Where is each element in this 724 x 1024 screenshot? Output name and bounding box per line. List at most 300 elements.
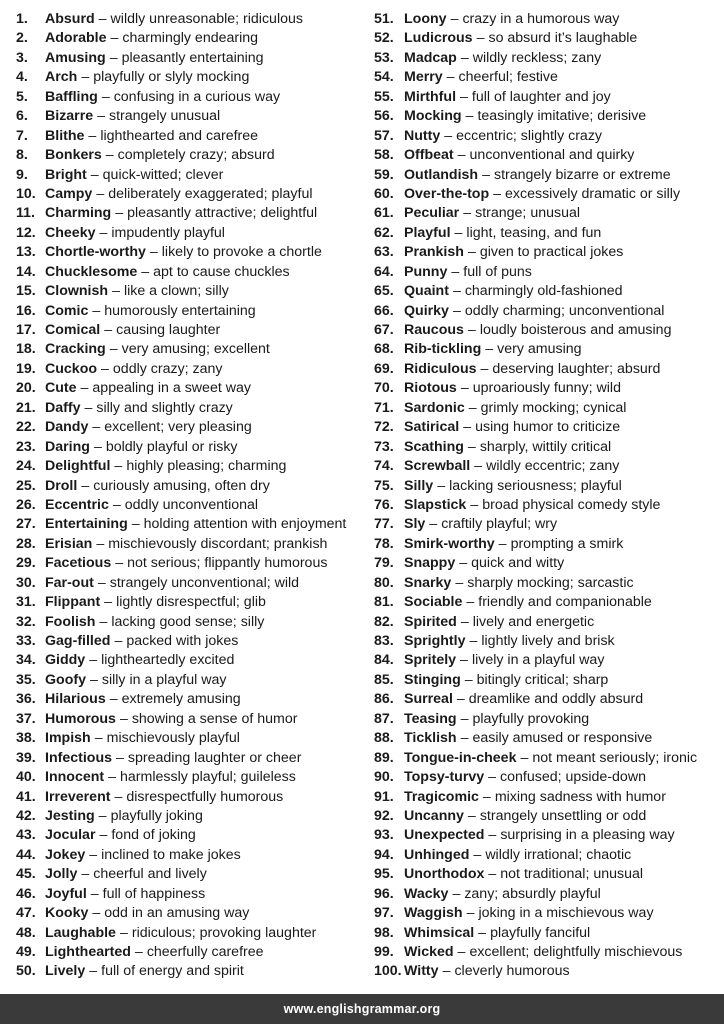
item-text bbox=[45, 457, 286, 476]
item-number: 9. bbox=[16, 166, 28, 183]
item-definition: broad physical comedy style bbox=[482, 496, 661, 513]
item-text bbox=[45, 107, 220, 126]
item-separator: – bbox=[467, 438, 476, 455]
item-definition: very amusing; excellent bbox=[121, 341, 270, 358]
item-definition: prompting a smirk bbox=[510, 535, 624, 552]
item-text bbox=[45, 204, 317, 223]
item-number: 23. bbox=[16, 438, 36, 455]
item-word: Cute bbox=[45, 380, 77, 397]
item-number: 14. bbox=[16, 263, 36, 280]
list-item bbox=[16, 146, 364, 165]
item-word: Over-the-top bbox=[404, 185, 490, 202]
item-definition: appealing in a sweet way bbox=[92, 380, 251, 397]
item-number: 55. bbox=[374, 88, 394, 105]
item-text bbox=[45, 651, 234, 670]
list-item bbox=[16, 943, 364, 962]
item-number: 76. bbox=[374, 496, 394, 513]
list-item bbox=[374, 885, 720, 904]
item-definition: quick and witty bbox=[471, 555, 565, 572]
item-definition: excessively dramatic or silly bbox=[505, 185, 681, 202]
list-item bbox=[16, 418, 364, 437]
item-number: 2. bbox=[16, 30, 28, 47]
item-definition: silly in a playful way bbox=[101, 671, 227, 688]
item-word: Clownish bbox=[45, 283, 109, 300]
item-definition: dreamlike and oddly absurd bbox=[468, 691, 644, 708]
item-word: Wicked bbox=[404, 944, 454, 960]
item-text bbox=[45, 166, 223, 185]
item-separator: – bbox=[451, 263, 460, 280]
list-item bbox=[16, 10, 364, 29]
item-definition: sharply mocking; sarcastic bbox=[467, 574, 634, 591]
item-separator: – bbox=[84, 399, 93, 416]
item-text bbox=[45, 593, 266, 612]
item-separator: – bbox=[98, 11, 107, 27]
item-text bbox=[404, 360, 660, 379]
item-separator: – bbox=[81, 69, 90, 86]
item-word: Tragicomic bbox=[404, 788, 479, 805]
item-number: 89. bbox=[374, 749, 394, 766]
item-text bbox=[45, 924, 316, 943]
item-definition: full of puns bbox=[463, 263, 532, 280]
item-definition: strangely unconventional; wild bbox=[109, 574, 300, 591]
item-separator: – bbox=[464, 671, 473, 688]
item-separator: – bbox=[89, 652, 98, 669]
item-number: 77. bbox=[374, 516, 394, 533]
item-separator: – bbox=[94, 730, 103, 747]
list-item bbox=[374, 788, 720, 807]
item-text bbox=[404, 690, 643, 709]
item-text bbox=[45, 243, 322, 262]
list-item bbox=[16, 554, 364, 573]
item-text bbox=[45, 418, 252, 437]
item-text bbox=[404, 321, 671, 340]
item-definition: mischievously playful bbox=[106, 730, 240, 747]
item-separator: – bbox=[468, 399, 477, 416]
list-item bbox=[16, 185, 364, 204]
item-word: Peculiar bbox=[404, 205, 460, 222]
item-separator: – bbox=[456, 691, 465, 708]
item-number: 37. bbox=[16, 710, 36, 727]
item-word: Rib-tickling bbox=[404, 341, 482, 358]
item-definition: mischievously discordant; prankish bbox=[108, 535, 328, 552]
item-number: 73. bbox=[374, 438, 394, 455]
item-definition: lively in a playful way bbox=[471, 652, 605, 669]
item-separator: – bbox=[476, 30, 485, 47]
item-separator: – bbox=[109, 49, 118, 66]
item-separator: – bbox=[452, 885, 461, 902]
list-item bbox=[374, 768, 720, 787]
item-text bbox=[45, 438, 238, 457]
item-number: 15. bbox=[16, 283, 36, 300]
item-definition: craftily playful; wry bbox=[441, 516, 558, 533]
item-separator: – bbox=[467, 807, 476, 824]
item-text bbox=[45, 49, 264, 68]
item-number: 68. bbox=[374, 341, 394, 358]
item-word: Comical bbox=[45, 322, 101, 338]
item-separator: – bbox=[450, 11, 459, 27]
item-separator: – bbox=[474, 458, 483, 475]
list-item bbox=[16, 613, 364, 632]
item-definition: fond of joking bbox=[111, 827, 196, 844]
item-word: Witty bbox=[404, 963, 439, 980]
list-item bbox=[16, 807, 364, 826]
item-definition: light, teasing, and fun bbox=[466, 224, 602, 241]
item-number: 95. bbox=[374, 866, 394, 883]
list-item bbox=[374, 943, 720, 962]
item-definition: excellent; delightfully mischievous bbox=[469, 944, 683, 960]
item-definition: charmingly old-fashioned bbox=[464, 283, 623, 300]
item-number: 74. bbox=[374, 458, 394, 475]
item-text bbox=[404, 282, 623, 301]
item-word: Infectious bbox=[45, 749, 113, 766]
item-text bbox=[404, 340, 582, 359]
item-separator: – bbox=[99, 224, 108, 241]
item-separator: – bbox=[482, 788, 491, 805]
item-separator: – bbox=[467, 322, 476, 338]
item-text bbox=[404, 399, 626, 418]
item-word: Wacky bbox=[404, 885, 449, 902]
list-item bbox=[16, 107, 364, 126]
item-number: 1. bbox=[16, 11, 28, 27]
list-item bbox=[16, 49, 364, 68]
item-text bbox=[404, 865, 643, 884]
list-item bbox=[374, 185, 720, 204]
item-number: 12. bbox=[16, 224, 36, 241]
list-item bbox=[16, 340, 364, 359]
list-item bbox=[16, 263, 364, 282]
item-word: Impish bbox=[45, 730, 91, 747]
item-word: Ridiculous bbox=[404, 360, 477, 377]
list-item bbox=[374, 302, 720, 321]
item-definition: spreading laughter or cheer bbox=[127, 749, 302, 766]
item-word: Nutty bbox=[404, 127, 441, 144]
item-definition: grimly mocking; cynical bbox=[480, 399, 627, 416]
item-separator: – bbox=[460, 49, 469, 66]
item-number: 44. bbox=[16, 846, 36, 863]
item-separator: – bbox=[99, 827, 108, 844]
item-number: 49. bbox=[16, 944, 36, 960]
item-definition: lively and energetic bbox=[472, 613, 595, 630]
item-word: Ticklish bbox=[404, 730, 457, 747]
list-item bbox=[16, 204, 364, 223]
item-number: 82. bbox=[374, 613, 394, 630]
item-number: 38. bbox=[16, 730, 36, 747]
item-text bbox=[45, 807, 203, 826]
item-text bbox=[404, 457, 619, 476]
item-definition: excellent; very pleasing bbox=[104, 419, 252, 436]
item-text bbox=[45, 632, 238, 651]
item-separator: – bbox=[89, 963, 98, 980]
list-item bbox=[374, 10, 720, 29]
item-number: 92. bbox=[374, 807, 394, 824]
item-definition: lacking good sense; silly bbox=[111, 613, 265, 630]
item-text bbox=[404, 496, 660, 515]
list-item bbox=[16, 224, 364, 243]
item-separator: – bbox=[116, 749, 124, 766]
item-word: Smirk-worthy bbox=[404, 535, 495, 552]
item-separator: – bbox=[93, 438, 102, 455]
item-separator: – bbox=[452, 283, 461, 300]
item-number: 71. bbox=[374, 399, 394, 416]
item-number: 54. bbox=[374, 69, 394, 86]
item-number: 67. bbox=[374, 322, 394, 338]
item-definition: cheerful and lively bbox=[93, 866, 207, 883]
list-item bbox=[374, 457, 720, 476]
item-number: 51. bbox=[374, 11, 394, 27]
list-item bbox=[16, 962, 364, 981]
item-number: 66. bbox=[374, 302, 394, 319]
list-item bbox=[16, 826, 364, 845]
list-item bbox=[16, 127, 364, 146]
item-text bbox=[45, 943, 264, 962]
item-number: 88. bbox=[374, 730, 394, 747]
item-definition: likely to provoke a chortle bbox=[161, 244, 322, 261]
footer-website: www.englishgrammar.org bbox=[283, 1002, 441, 1016]
item-word: Jocular bbox=[45, 827, 96, 844]
item-text bbox=[45, 574, 299, 593]
item-separator: – bbox=[108, 769, 117, 786]
item-definition: unconventional and quirky bbox=[469, 147, 635, 164]
list-item bbox=[374, 224, 720, 243]
item-text bbox=[404, 768, 646, 787]
item-number: 91. bbox=[374, 788, 394, 805]
item-number: 59. bbox=[374, 166, 394, 183]
list-item bbox=[374, 496, 720, 515]
item-text bbox=[45, 729, 240, 748]
item-definition: cleverly humorous bbox=[454, 963, 570, 980]
list-item bbox=[374, 535, 720, 554]
item-separator: – bbox=[446, 69, 455, 86]
item-text bbox=[404, 632, 615, 651]
list-item bbox=[374, 379, 720, 398]
item-text bbox=[45, 68, 249, 87]
item-definition: packed with jokes bbox=[126, 633, 239, 649]
item-definition: strange; unusual bbox=[475, 205, 581, 222]
item-word: Silly bbox=[404, 477, 434, 494]
item-number: 61. bbox=[374, 205, 394, 222]
list-item bbox=[16, 885, 364, 904]
item-word: Loony bbox=[404, 11, 447, 27]
item-word: Dandy bbox=[45, 419, 89, 436]
item-word: Amusing bbox=[45, 49, 106, 66]
item-word: Snarky bbox=[404, 574, 452, 591]
item-word: Humorous bbox=[45, 710, 116, 727]
item-separator: – bbox=[89, 671, 98, 688]
item-text bbox=[404, 943, 682, 962]
item-word: Irreverent bbox=[45, 788, 111, 805]
item-text bbox=[404, 418, 620, 437]
item-text bbox=[45, 146, 275, 165]
item-word: Quaint bbox=[404, 283, 449, 300]
list-item bbox=[16, 457, 364, 476]
item-separator: – bbox=[114, 788, 123, 805]
item-number: 98. bbox=[374, 924, 394, 941]
item-text bbox=[404, 185, 680, 204]
item-text bbox=[45, 340, 270, 359]
item-text bbox=[404, 826, 675, 845]
item-number: 36. bbox=[16, 691, 36, 708]
item-word: Sly bbox=[404, 516, 426, 533]
item-separator: – bbox=[463, 205, 472, 222]
item-word: Mirthful bbox=[404, 88, 457, 105]
item-definition: sharply, wittily critical bbox=[479, 438, 612, 455]
list-item bbox=[16, 496, 364, 515]
list-item bbox=[374, 88, 720, 107]
item-definition: zany; absurdly playful bbox=[464, 885, 601, 902]
item-text bbox=[45, 865, 207, 884]
list-item bbox=[374, 865, 720, 884]
item-definition: showing a sense of humor bbox=[131, 710, 298, 727]
item-word: Foolish bbox=[45, 613, 96, 630]
item-separator: – bbox=[466, 594, 475, 611]
item-separator: – bbox=[480, 360, 489, 377]
item-word: Cracking bbox=[45, 341, 106, 358]
item-word: Lighthearted bbox=[45, 944, 131, 960]
list-item bbox=[374, 690, 720, 709]
item-number: 85. bbox=[374, 671, 394, 688]
item-text bbox=[404, 749, 697, 768]
list-item bbox=[374, 515, 720, 534]
list-item bbox=[374, 107, 720, 126]
item-definition: highly pleasing; charming bbox=[126, 458, 287, 475]
item-text bbox=[404, 243, 623, 262]
list-item bbox=[374, 127, 720, 146]
item-text bbox=[45, 360, 223, 379]
item-text bbox=[45, 282, 229, 301]
item-word: Playful bbox=[404, 224, 451, 241]
item-text bbox=[45, 690, 241, 709]
item-definition: pleasantly attractive; delightful bbox=[127, 205, 318, 222]
item-text bbox=[45, 554, 327, 573]
item-number: 21. bbox=[16, 399, 36, 416]
item-number: 69. bbox=[374, 360, 394, 377]
item-text bbox=[404, 885, 601, 904]
item-separator: – bbox=[444, 127, 453, 144]
list-item bbox=[374, 146, 720, 165]
item-definition: playfully or slyly mocking bbox=[93, 69, 250, 86]
list-item bbox=[16, 924, 364, 943]
item-number: 16. bbox=[16, 302, 36, 319]
item-word: Unhinged bbox=[404, 846, 470, 863]
item-number: 63. bbox=[374, 244, 394, 261]
item-definition: confusing in a curious way bbox=[113, 88, 281, 105]
item-separator: – bbox=[460, 710, 469, 727]
item-separator: – bbox=[96, 535, 105, 552]
item-number: 43. bbox=[16, 827, 36, 844]
item-number: 60. bbox=[374, 185, 394, 202]
item-separator: – bbox=[488, 866, 497, 883]
list-item bbox=[374, 321, 720, 340]
item-definition: playfully provoking bbox=[472, 710, 590, 727]
list-item bbox=[374, 613, 720, 632]
item-separator: – bbox=[452, 302, 461, 319]
item-text bbox=[45, 962, 244, 981]
item-number: 65. bbox=[374, 283, 394, 300]
item-word: Sociable bbox=[404, 594, 463, 611]
item-text bbox=[45, 613, 264, 632]
item-number: 7. bbox=[16, 127, 28, 144]
item-text bbox=[45, 10, 303, 29]
item-word: Riotous bbox=[404, 380, 457, 397]
item-word: Baffling bbox=[45, 88, 98, 105]
item-text bbox=[404, 807, 646, 826]
list-item bbox=[16, 88, 364, 107]
item-number: 56. bbox=[374, 108, 394, 125]
item-separator: – bbox=[467, 244, 476, 261]
list-item bbox=[16, 671, 364, 690]
item-text bbox=[45, 749, 301, 768]
item-definition: disrespectfully humorous bbox=[126, 788, 284, 805]
list-item bbox=[374, 554, 720, 573]
item-number: 58. bbox=[374, 147, 394, 164]
item-text bbox=[45, 826, 196, 845]
item-definition: playfully fanciful bbox=[490, 924, 591, 941]
item-number: 87. bbox=[374, 710, 394, 727]
item-definition: full of energy and spirit bbox=[101, 963, 244, 980]
item-word: Far-out bbox=[45, 574, 94, 591]
item-text bbox=[404, 49, 601, 68]
item-word: Offbeat bbox=[404, 147, 454, 164]
item-text bbox=[404, 962, 570, 981]
item-definition: wildly eccentric; zany bbox=[486, 458, 620, 475]
item-separator: – bbox=[466, 905, 475, 922]
item-definition: inclined to make jokes bbox=[101, 846, 241, 863]
item-separator: – bbox=[96, 185, 105, 202]
item-definition: full of laughter and joy bbox=[471, 88, 611, 105]
item-definition: strangely bizarre or extreme bbox=[493, 166, 671, 183]
item-word: Spirited bbox=[404, 613, 457, 630]
item-number: 72. bbox=[374, 419, 394, 436]
item-definition: easily amused or responsive bbox=[472, 730, 653, 747]
item-definition: ridiculous; provoking laughter bbox=[131, 924, 317, 941]
list-item bbox=[374, 710, 720, 729]
item-text bbox=[404, 924, 590, 943]
item-word: Delightful bbox=[45, 458, 111, 475]
list-item bbox=[16, 690, 364, 709]
item-word: Chucklesome bbox=[45, 263, 138, 280]
item-number: 30. bbox=[16, 574, 36, 591]
item-word: Sprightly bbox=[404, 633, 466, 649]
list-item bbox=[374, 166, 720, 185]
item-definition: boldly playful or risky bbox=[105, 438, 238, 455]
item-word: Bizarre bbox=[45, 108, 94, 125]
list-item bbox=[374, 632, 720, 651]
list-item bbox=[16, 68, 364, 87]
item-word: Blithe bbox=[45, 127, 85, 144]
item-definition: not meant seriously; ironic bbox=[532, 749, 698, 766]
item-text bbox=[45, 768, 296, 787]
list-item bbox=[374, 807, 720, 826]
item-word: Bonkers bbox=[45, 147, 102, 164]
item-word: Entertaining bbox=[45, 516, 128, 533]
list-item bbox=[374, 846, 720, 865]
item-separator: – bbox=[92, 905, 101, 922]
item-number: 18. bbox=[16, 341, 36, 358]
item-text bbox=[45, 710, 297, 729]
item-word: Joyful bbox=[45, 885, 87, 902]
item-separator: – bbox=[478, 924, 487, 941]
item-word: Topsy-turvy bbox=[404, 769, 485, 786]
list-item bbox=[16, 749, 364, 768]
item-separator: – bbox=[488, 827, 497, 844]
item-text bbox=[404, 846, 631, 865]
item-text bbox=[404, 204, 580, 223]
item-separator: – bbox=[498, 535, 507, 552]
item-number: 53. bbox=[374, 49, 394, 66]
item-definition: harmlessly playful; guileless bbox=[120, 769, 296, 786]
item-separator: – bbox=[114, 633, 123, 649]
item-definition: strangely unusual bbox=[109, 108, 221, 125]
